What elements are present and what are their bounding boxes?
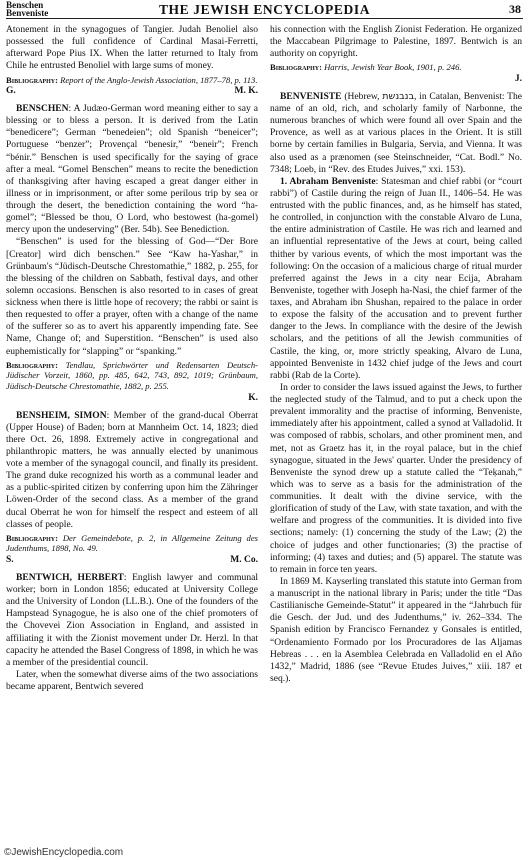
entry-paragraph: In order to consider the laws issued against the Jews, to further the neglected study of the Talmud, and to put a check upon the prevalent immorality and the practise of informing, Benveniste, immediately after his appointment, called a synod at Valladolid. It was composed of rabbis, scholars, and other prominent men, and met, not as Graetz has it, in the royal palace, but in the chief synagogue, situated in the Jews' quarter. Under the presidency of Benveniste the synod drew up a statute called the “Teḳanah,” which was to serve as a basis for the administration of the communities. It dealt with the divine service, with the glorification of study of the Law, with state taxation, and with the welfare and progress of the communities. It is divided into five sections; namely: (1) concerning the study of the Law; (2) the choice of judges and other functionaries; (3) the practise of informing; (4) taxes and duties; and (5) apparel. The statute was to remain in force ten years. <box>270 381 522 575</box>
guide-word-first: Benschen <box>6 0 44 10</box>
entry-bensheim <box>6 410 258 531</box>
bibliography-text: Tendlau, Sprichwörter und Redensarten Deutsch-Jüdischer Vorzeit, 1860, pp. 485, 642, 743, 892, 1019; Grünbaum, Jüdisch-Deutsche Chrestomathie, 1882, p. 255. <box>6 359 258 391</box>
page-header <box>6 0 523 19</box>
left-column <box>6 24 258 693</box>
entry-paragraph: “Benschen” is used for the blessing of God—“Der Bore [Creator] wird dich benschen.” See “Kaw ha-Yashar,” in Grünbaum's “Jüdisch-Deutsche Chrestomathie,” 1882, p. 255, for the blessing of the children on Sabbath, festival days, and other solemn occasions. Benschen is also resorted to in cases of great sickness when there is little hope of recovery; the rabbi or saint is then requested to offer a prayer, often with a change of the name of the sufferer so as to avert his apparently impending fate. See Name, Change of; and Superstition. “Benschen” is used also euphemistically for “slapping” or “spanking.” <box>6 236 258 357</box>
bibliography-note <box>6 75 258 86</box>
signature-left: G. <box>6 86 16 97</box>
bibliography-note <box>6 360 258 392</box>
entry-text: : Statesman and chief rabbi (or “court rabbi”) of Castile during the reign of Juan II., 1406–54. He was entrusted with the public finances, and, as he himself has stated, he controlled, in conjunction with the constable Alvaro de Luna, the entire administration of Castile. He was rich and learned and an influential representative of the Jews at court, being called thither by various events, of which the most important was the following: On the occasion of a malicious charge of ritual murder preferred against the Jews in a city near Ecija, Abraham Benveniste, together with Joseph ha-Nasi, the chief farmer of the taxes, and Abraham ibn Shushan, repaired to the palace in order to expose the falsity of the accusation and to prevent further danger to the Jews. In compliance with the desire of the Jewish scholars, and the petitions of all the Jewish communities of Castile, the king, or, more strictly speaking, Alvaro de Luna, appointed Benveniste in 1432 chief judge of the Jews and court rabbi (Rab de la Corte). <box>270 175 522 381</box>
publication-title: THE JEWISH ENCYCLOPEDIA <box>158 2 371 17</box>
entry-paragraph: In 1869 M. Kayserling translated this statute into German from a manuscript in the national library in Paris; under the title “Das Castilianische Gemeinde-Statut” it appeared in the “Jahrbuch für die Gesch. der Jud. und des Judenthums,” iv. 262–334. The Spanish edition by Francisco Fernandez y Gonsales is entitled, “Ordenamiento Formado por los Procuradores de las Aljamas Hebreas . . . en la Asemblea Celebrada en Valladolid en el Año 1432,” Madrid, 1886 (see “Revue Etudes Juives,” xiii. 187 et seq.). <box>270 575 522 684</box>
entry-heading-benschen: BENSCHEN <box>16 103 69 115</box>
bibliography-text: Harris, Jewish Year Book, 1901, p. 246. <box>324 62 462 73</box>
bibliography-text: Report of the Anglo-Jewish Association, 1877–78, p. 113. <box>60 74 258 85</box>
entry-bentwich <box>6 572 258 669</box>
continued-paragraph: Atonement in the synagogues of Tangier. Judah Benoliel also possessed the full confidence of Cardinal Masai-Ferretti, afterward Pope Pius IX. When the latter returned to Italy from Chile he entrusted Benoliel with large sums of money. <box>6 24 258 72</box>
signature-right: K. <box>248 392 258 403</box>
entry-text: : English lawyer and communal worker; born in London 1856; educated at University College and the University of London (LL.B.). One of the founders of the Hampstead Synagogue, he is also one of the chief promoters of the Chovevei Zion Association in England, and assisted in affiliating it with the Zionist movement under Dr. Herzl. In that capacity he attended the Basel Congress of 1898, in which he was a member of the presidential council. <box>6 571 258 668</box>
subentry-heading-abraham: 1. Abraham Benveniste <box>280 175 376 187</box>
entry-benschen <box>6 103 258 236</box>
signature-right: J. <box>514 73 522 84</box>
bibliography-label: Bibliography: <box>6 532 58 543</box>
entry-text-prefix: (Hebrew, <box>341 90 383 102</box>
author-signature <box>270 73 522 85</box>
site-watermark: ©JewishEncyclopedia.com <box>4 847 124 858</box>
continued-paragraph: his connection with the English Zionist Federation. He organized the Maccabean Pilgrimage to Palestine, 1897. Bentwich is an authority on copyright. <box>270 24 522 60</box>
bibliography-label: Bibliography: <box>270 62 322 73</box>
bibliography-note <box>270 62 522 73</box>
bibliography-label: Bibliography: <box>6 74 58 85</box>
page-number: 38 <box>509 2 521 16</box>
guide-word-last: Benveniste <box>6 8 49 18</box>
right-column <box>270 24 522 685</box>
bibliography-text: Der Gemeindebote, p. 2, in Allgemeine Zeitung des Judenthums, 1898, No. 49. <box>6 532 258 554</box>
entry-heading-bentwich: BENTWICH, HERBERT <box>16 571 124 583</box>
entry-paragraph: Later, when the somewhat diverse aims of the two associations became apparent, Bentwich severed <box>6 668 258 693</box>
entry-heading-bensheim: BENSHEIM, SIMON <box>16 409 107 421</box>
author-signature <box>6 392 258 404</box>
entry-heading-benveniste: BENVENISTE <box>280 90 342 102</box>
author-signature <box>6 85 258 97</box>
signature-right: M. Co. <box>230 554 258 565</box>
entry-abraham-benveniste <box>270 176 522 382</box>
signature-right: M. K. <box>234 86 258 97</box>
bibliography-label: Bibliography: <box>6 359 58 370</box>
signature-left: S. <box>6 554 14 565</box>
entry-text: : A Judæo-German word meaning either to say a blessing or to bless a person. It is derived from the Latin “benedicere”; German “benedeien”; old Spanish “beneicer”; Portuguese “benzer”; Provençal “benesir,” “beneir”; French “bénir.” Benschen is used specifically for the saying of grace after a meal. “Gomel Benschen” means to recite the benediction of thanksgiving after having escaped a great danger either in illness or in imprisonment, or after some perilous trip by sea or through the desert, the benediction containing the word “ha-gomel”; “Blessed be thou, O Lord, who bestowest (ha-gomel) mercy upon the undeserving” (Ber. 54b). See Benediction. <box>6 103 258 236</box>
entry-text: : Member of the grand-ducal Oberrat (Upper House) of Baden; born at Mannheim Oct. 14, 1823; died there Oct. 26, 1898. Extremely active in congregational and philanthropic matters, he was annually elected by unanimous vote a member of the synagogal council, and finally its president. The grand duke recognized his worth as a communal leader and as a public-spirited citizen by conferring upon him the Zähringer Löwen-Order of the second class. As a member of the grand ducal Oberrat he won for himself the respect and esteem of all classes of people. <box>6 409 258 530</box>
hebrew-name: בנבנשת <box>382 90 415 102</box>
entry-benveniste <box>270 91 522 176</box>
author-signature <box>6 554 258 566</box>
bibliography-note <box>6 533 258 554</box>
entry-text: , in Catalan, Benvenist: The name of an old, rich, and scholarly family of Narbonne, the numerous branches of which were found all over Spain and the Provence, as well as at various places in the Orient. It is still borne by certain families in Bulgaria, Servia, and Vienna. It was also used as a prænomen (see Steinschneider, “Cat. Bodl.” No. 7348; Loeb, in “Rev. des Etudes Juives,” xxi. 153). <box>270 90 522 175</box>
